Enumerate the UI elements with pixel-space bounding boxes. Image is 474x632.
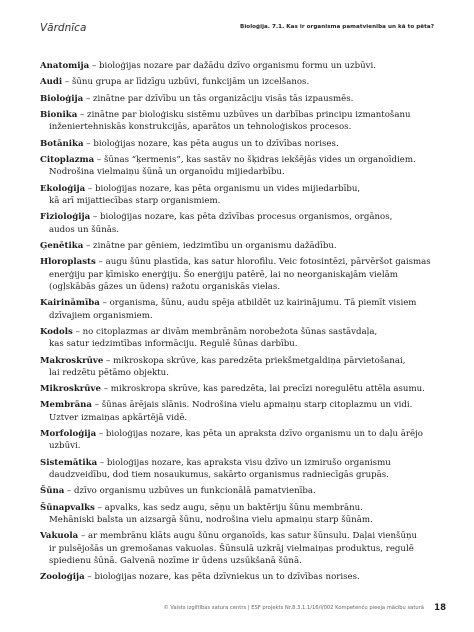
glossary-entry (40, 399, 440, 424)
glossary-definition: – zinātne par dzīvību un tās organizāciju visās tās izpausmēs. (83, 93, 354, 104)
glossary-definition-continued: ir pulsējošās un gremošanas vakuolas. Šūnsulā uzkrāj vielmaiņas produktus, regulē spiedienu šūnā. Galvenā nozīme ir ūdens uzsūkšanā šūnā. (49, 543, 414, 566)
glossary-definition-continued: uzbūvi. (49, 441, 81, 452)
glossary-definition: – bioloģijas nozare, kas pēta augus un to dzīvības norises. (83, 138, 339, 149)
glossary-term: Hloroplasts (40, 257, 96, 268)
glossary-term: Morfoloģija (40, 429, 97, 440)
glossary-entry (40, 485, 440, 497)
document-subtitle: Bioloģija. 7.1. Kas ir organisma pamatvienība un kā to pēta? (240, 24, 434, 30)
glossary-definition: – ar membrānu klāts augu šūnu organoīds, kas satur šūnsulu. Daļai vienšūņu (78, 531, 418, 542)
glossary-definition-continued: Mehāniski balsta un aizsargā šūnu, nodrošina vielu apmaiņu starp šūnām. (49, 515, 373, 526)
page-header (40, 22, 434, 42)
glossary-term: Botānika (40, 138, 84, 149)
glossary-entry (40, 109, 440, 134)
glossary-entry (40, 326, 440, 351)
glossary-definition-continued: kā arī mijattiecības starp organismiem. (49, 195, 221, 206)
page-footer (40, 603, 446, 615)
glossary-definition: – zinātne par gēniem, iedzimtību un organismu dažādību. (83, 240, 337, 251)
glossary-definition-continued: daudzveidību, dod tiem nosaukumus, sakārto organismus radniecīgās grupās. (49, 470, 389, 481)
glossary-definition: – šūnas “ķermenis”, kas sastāv no šķidras iekšējās vides un organoīdiem. (94, 155, 416, 166)
glossary-entry (40, 60, 440, 72)
glossary-entry (40, 211, 440, 236)
glossary-term: Vakuola (40, 531, 79, 542)
glossary-definition: – apvalks, kas sedz augu, sēņu un baktēriju šūnu membrānu. (94, 502, 363, 513)
glossary-entry (40, 183, 440, 208)
glossary-definition-continued: kas satur iedzimtības informāciju. Regulē šūnas darbību. (49, 339, 298, 350)
glossary-definition: – mikroskropa skrūve, kas paredzēta, lai precīzi noregulētu attēla asumu. (101, 384, 425, 395)
glossary-definition-continued: dzīvajiem organismiem. (49, 310, 153, 321)
glossary-entry (40, 240, 440, 252)
glossary-term: Šūna (40, 486, 65, 497)
glossary-entry (40, 154, 440, 179)
page-number: 18 (434, 603, 446, 613)
glossary-definition: – šūnas ārējais slānis. Nodrošina vielu apmaiņu starp citoplazmu un vidi. (92, 400, 413, 411)
glossary-term: Anatomija (40, 61, 90, 71)
glossary-term: Makroskrūve (40, 355, 104, 366)
glossary-term: Bionika (40, 110, 78, 121)
glossary-definition: – bioloģijas nozare, kas apraksta visu dzīvo un izmirušo organismu (97, 457, 391, 468)
glossary-entry (40, 502, 440, 527)
glossary-term: Kairināmība (40, 298, 100, 309)
glossary-term: Kodols (40, 326, 73, 337)
glossary-term: Ekoloģija (40, 183, 86, 194)
glossary-definition-continued: enerģiju par ķīmisko enerģiju. Šo enerģiju patērē, lai no neorganiskajām vielām (ogļskābās gāzes un ūdens) ražotu organiskās vielas. (49, 269, 398, 292)
glossary-definition: – bioloģijas nozare, kas pēta un apraksta dzīvo organismu un to daļu ārējo (96, 429, 423, 440)
glossary-list (40, 60, 440, 588)
glossary-entry (40, 76, 440, 88)
glossary-entry (40, 530, 440, 567)
glossary-term: Zooloģija (40, 572, 85, 583)
glossary-definition-continued: lai redzētu pētāmo objektu. (49, 367, 169, 378)
glossary-term: Šūnapvalks (40, 502, 95, 513)
glossary-definition-continued: audos un šūnās. (49, 224, 120, 235)
glossary-entry (40, 256, 440, 293)
glossary-definition-continued: inženiertehniskās konstrukcijās, aparātos un tehnoloģiskos procesos. (49, 122, 352, 133)
glossary-definition-continued: Nodrošina vielmaiņu šūnā un organoīdu mijiedarbību. (49, 167, 285, 178)
glossary-term: Audi (40, 77, 63, 88)
glossary-entry (40, 355, 440, 380)
glossary-term: Membrāna (40, 400, 92, 411)
glossary-term: Sistemātika (40, 457, 98, 468)
glossary-entry (40, 383, 440, 395)
glossary-definition: – zinātne par bioloģisku sistēmu uzbūves un darbības principu izmantošanu (77, 110, 411, 121)
glossary-term: Citoplazma (40, 155, 95, 166)
section-title: Vārdnīca (40, 22, 87, 34)
glossary-definition: – šūnu grupa ar līdzīgu uzbūvi, funkcijām un izcelšanos. (62, 77, 310, 88)
glossary-definition: – augu šūnu plastīda, kas satur hlorofilu. Veic fotosintēzi, pārvēršot gaismas (95, 257, 431, 268)
glossary-definition: – mikroskopa skrūve, kas paredzēta priekšmetgaldiņa pārvietošanai, (103, 355, 406, 366)
glossary-term: Ģenētika (40, 240, 84, 251)
glossary-definition: – bioloģijas nozare, kas pēta organismu un vides mijiedarbību, (85, 183, 361, 194)
glossary-entry (40, 428, 440, 453)
glossary-entry (40, 93, 440, 105)
glossary-definition: – organisma, šūnu, audu spēja atbildēt uz kairinājumu. Tā piemīt visiem (99, 298, 417, 309)
glossary-definition-continued: Uztver izmaiņas apkārtējā vidē. (49, 412, 188, 423)
glossary-definition: – dzīvo organismu uzbūves un funkcionālā pamatvienība. (64, 486, 316, 497)
glossary-term: Mikroskrūve (40, 384, 102, 395)
glossary-term: Bioloģija (40, 93, 84, 104)
glossary-definition: – bioloģijas nozare, kas pēta dzīvniekus un to dzīvības norises. (84, 572, 360, 583)
glossary-definition: – no citoplazmas ar divām membrānām norobežota šūnas sastāvdaļa, (72, 326, 378, 337)
glossary-entry (40, 297, 440, 322)
glossary-term: Fizioloģija (40, 212, 91, 223)
glossary-entry (40, 138, 440, 150)
glossary-entry (40, 571, 440, 583)
glossary-entry (40, 457, 440, 482)
footer-credit: © Valsts izglītības satura centrs | ESF projekts Nr.8.3.1.1/16/I/002 Kompetenču pieeja mācību saturā (163, 605, 424, 611)
glossary-definition: – bioloģijas nozare par dažādu dzīvo organismu formu un uzbūvi. (89, 61, 376, 71)
glossary-definition: – bioloģijas nozare, kas pēta dzīvības procesus organismos, orgānos, (90, 212, 393, 223)
